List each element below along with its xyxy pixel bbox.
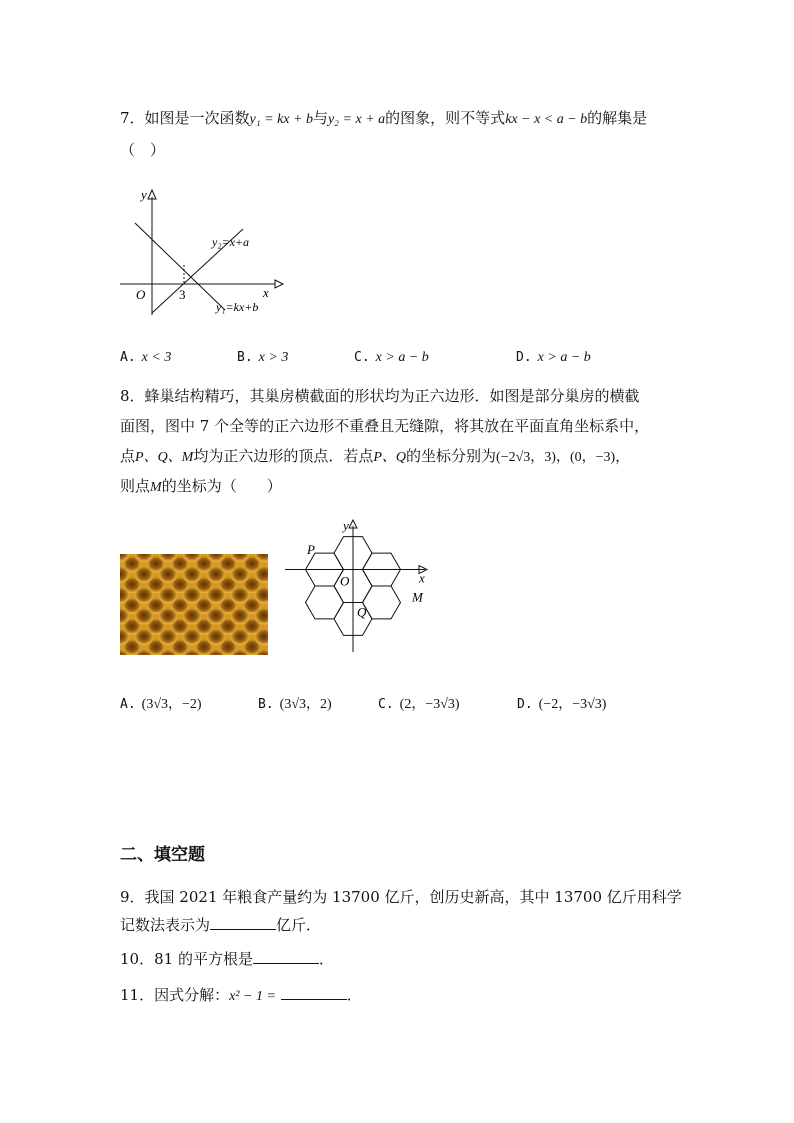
q7-suffix: 的解集是 bbox=[587, 109, 648, 127]
q8-line3-c: 的坐标分别为 bbox=[406, 447, 497, 465]
q8-coords: (−2√3，3)，(0，−3) bbox=[496, 450, 616, 465]
q8-line4 bbox=[120, 476, 282, 498]
q8-option-b[interactable] bbox=[258, 693, 332, 713]
hexagon bbox=[363, 586, 401, 619]
q8-line3-end: ， bbox=[615, 447, 631, 465]
q7-graph bbox=[115, 185, 285, 320]
origin-label: O bbox=[340, 573, 350, 589]
option-label: B. bbox=[237, 350, 253, 365]
q10-answer-blank[interactable] bbox=[253, 949, 319, 964]
q8-option-c[interactable] bbox=[378, 693, 460, 713]
option-value: x > a − b bbox=[375, 350, 429, 365]
option-value: (2，−3√3) bbox=[399, 697, 460, 712]
q8-option-a[interactable] bbox=[120, 693, 202, 713]
q11-text-a: 11．因式分解： bbox=[120, 986, 230, 1004]
q7-y-axis-label: y bbox=[141, 187, 147, 202]
q7-conj: 与 bbox=[312, 109, 328, 127]
q7-prefix: 7．如图是一次函数 bbox=[120, 109, 250, 127]
option-value: (3√3，−2) bbox=[141, 697, 202, 712]
q7-mid: 的图象，则不等式 bbox=[385, 109, 506, 127]
q8-option-d[interactable] bbox=[517, 693, 606, 713]
option-label: A. bbox=[120, 697, 136, 712]
q9-line2-a: 记数法表示为 bbox=[120, 916, 211, 934]
q7-ineq: kx − x < a − b bbox=[505, 112, 588, 127]
q10 bbox=[120, 949, 334, 969]
q7-option-d[interactable] bbox=[516, 349, 591, 366]
q9-answer-blank[interactable] bbox=[210, 915, 276, 930]
q7-line2-label: y₁=kx+b bbox=[216, 300, 259, 314]
q11-expr: x² − 1 = bbox=[229, 989, 276, 1004]
q7-origin-label: O bbox=[136, 287, 146, 302]
q7-x-axis-label: x bbox=[263, 285, 269, 300]
option-value: x > a − b bbox=[537, 350, 591, 365]
q10-text-b: ． bbox=[318, 950, 334, 968]
q8-hexagon-graph bbox=[285, 518, 435, 658]
q7-tick-label: 3 bbox=[179, 287, 186, 302]
option-value: (3√3，2) bbox=[279, 697, 332, 712]
q7-option-a[interactable] bbox=[120, 349, 171, 366]
q7-option-c[interactable] bbox=[354, 349, 429, 366]
q8-line2: 面图，图中 7 个全等的正六边形不重叠且无缝隙，将其放在平面直角坐标系中， bbox=[120, 417, 650, 435]
option-label: A. bbox=[120, 350, 136, 365]
point-m-label: M bbox=[412, 589, 423, 605]
point-q-label: Q bbox=[357, 604, 367, 620]
q8-y-axis-label: y bbox=[343, 518, 349, 533]
q9-line1: 9．我国 2021 年粮食产量约为 13700 亿斤，创历史新高，其中 13700 亿斤用科学 bbox=[120, 888, 682, 906]
q8-line3-a: 点 bbox=[120, 447, 136, 465]
q8-line3-b: 均为正六边形的顶点．若点 bbox=[193, 447, 374, 465]
option-label: C. bbox=[354, 350, 370, 365]
q8-points: P、Q、M bbox=[135, 450, 194, 465]
q7-option-b[interactable] bbox=[237, 349, 288, 366]
point-p-label: P bbox=[307, 542, 315, 557]
q8-pq: P、Q bbox=[373, 450, 407, 465]
q8-line1: 8．蜂巢结构精巧，其巢房横截面的形状均为正六边形．如图是部分巢房的横截 bbox=[120, 387, 640, 405]
q10-text-a: 10．81 的平方根是 bbox=[120, 950, 253, 968]
option-label: C. bbox=[378, 697, 394, 712]
q11-text-b: ． bbox=[346, 986, 362, 1004]
option-value: x < 3 bbox=[141, 350, 172, 365]
option-value: x > 3 bbox=[258, 350, 289, 365]
q8-line4-b: 的坐标为（ ） bbox=[161, 477, 282, 495]
q7-expr2: y₂ = x + a bbox=[327, 112, 386, 127]
q7-expr1: y₁ = kx + b bbox=[249, 112, 313, 127]
hexagon bbox=[306, 586, 344, 619]
option-value: (−2，−3√3) bbox=[538, 697, 607, 712]
honeycomb-photo bbox=[120, 554, 268, 655]
q8-m: M bbox=[150, 480, 162, 495]
q7-stem bbox=[120, 108, 647, 130]
q7-paren: （ ） bbox=[120, 141, 166, 159]
option-label: D. bbox=[517, 697, 533, 712]
section-heading: 二、填空题 bbox=[120, 845, 205, 865]
q8-x-axis-label: x bbox=[419, 570, 425, 586]
option-label: D. bbox=[516, 350, 532, 365]
q9-line2 bbox=[120, 915, 321, 935]
q8-line4-a: 则点 bbox=[120, 477, 151, 495]
q11-answer-blank[interactable] bbox=[281, 985, 347, 1000]
q8-line3 bbox=[120, 446, 630, 468]
option-label: B. bbox=[258, 697, 274, 712]
q7-line1-label: y₂=x+a bbox=[212, 235, 250, 249]
q11 bbox=[120, 985, 362, 1007]
q9-line2-b: 亿斤． bbox=[276, 916, 322, 934]
